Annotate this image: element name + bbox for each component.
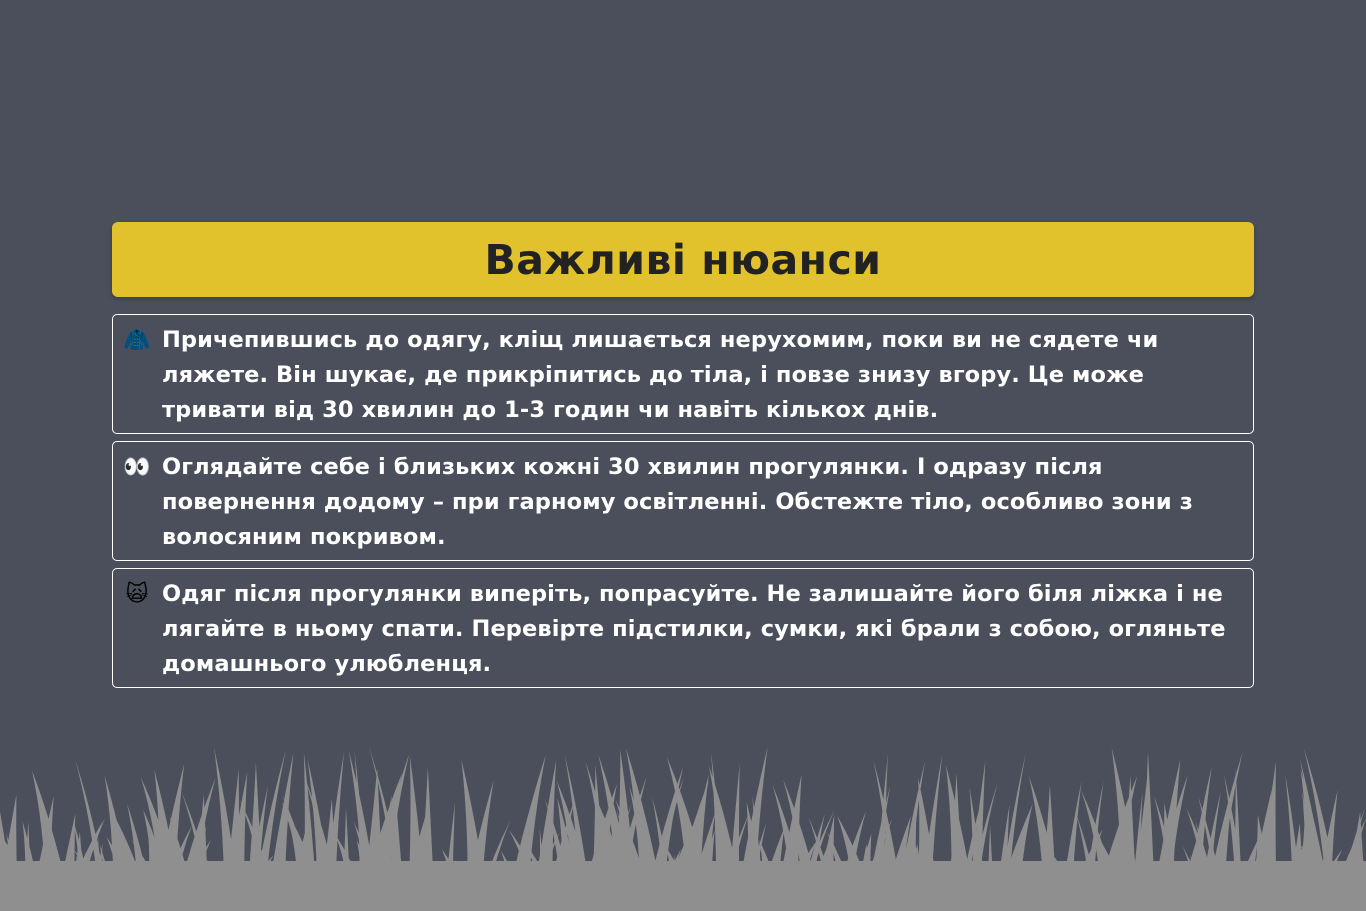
coat-icon: 🧥	[123, 328, 151, 353]
grass-decoration	[0, 741, 1366, 911]
screaming-cat-icon: 🙀	[125, 582, 149, 607]
tip-text: Причепившись до одягу, кліщ лишається нерухомим, поки ви не сядете чи ляжете. Він шукає, де прикріпитись до тіла, і повзе знизу вгору. Це може тривати від 30 хвилин до 1-3 годин чи навіть кількох днів.	[162, 327, 1159, 423]
tip-text: Одяг після прогулянки виперіть, попрасуйте. Не залишайте його біля ліжка і не лягайте в ньому спати. Перевірте підстилки, сумки, які брали з собою, огляньте домашнього улюбленця.	[162, 581, 1226, 677]
tip-card-inspection	[112, 441, 1254, 561]
tip-card-clothing	[112, 314, 1254, 434]
page-title: Важливі нюанси	[484, 235, 882, 284]
eyes-icon: 👀	[123, 455, 151, 480]
tip-text: Оглядайте себе і близьких кожні 30 хвилин прогулянки. І одразу після повернення додому – при гарному освітленні. Обстежте тіло, особливо зони з волосяним покривом.	[162, 454, 1193, 550]
tip-card-laundry	[112, 568, 1254, 688]
title-banner	[112, 222, 1254, 297]
